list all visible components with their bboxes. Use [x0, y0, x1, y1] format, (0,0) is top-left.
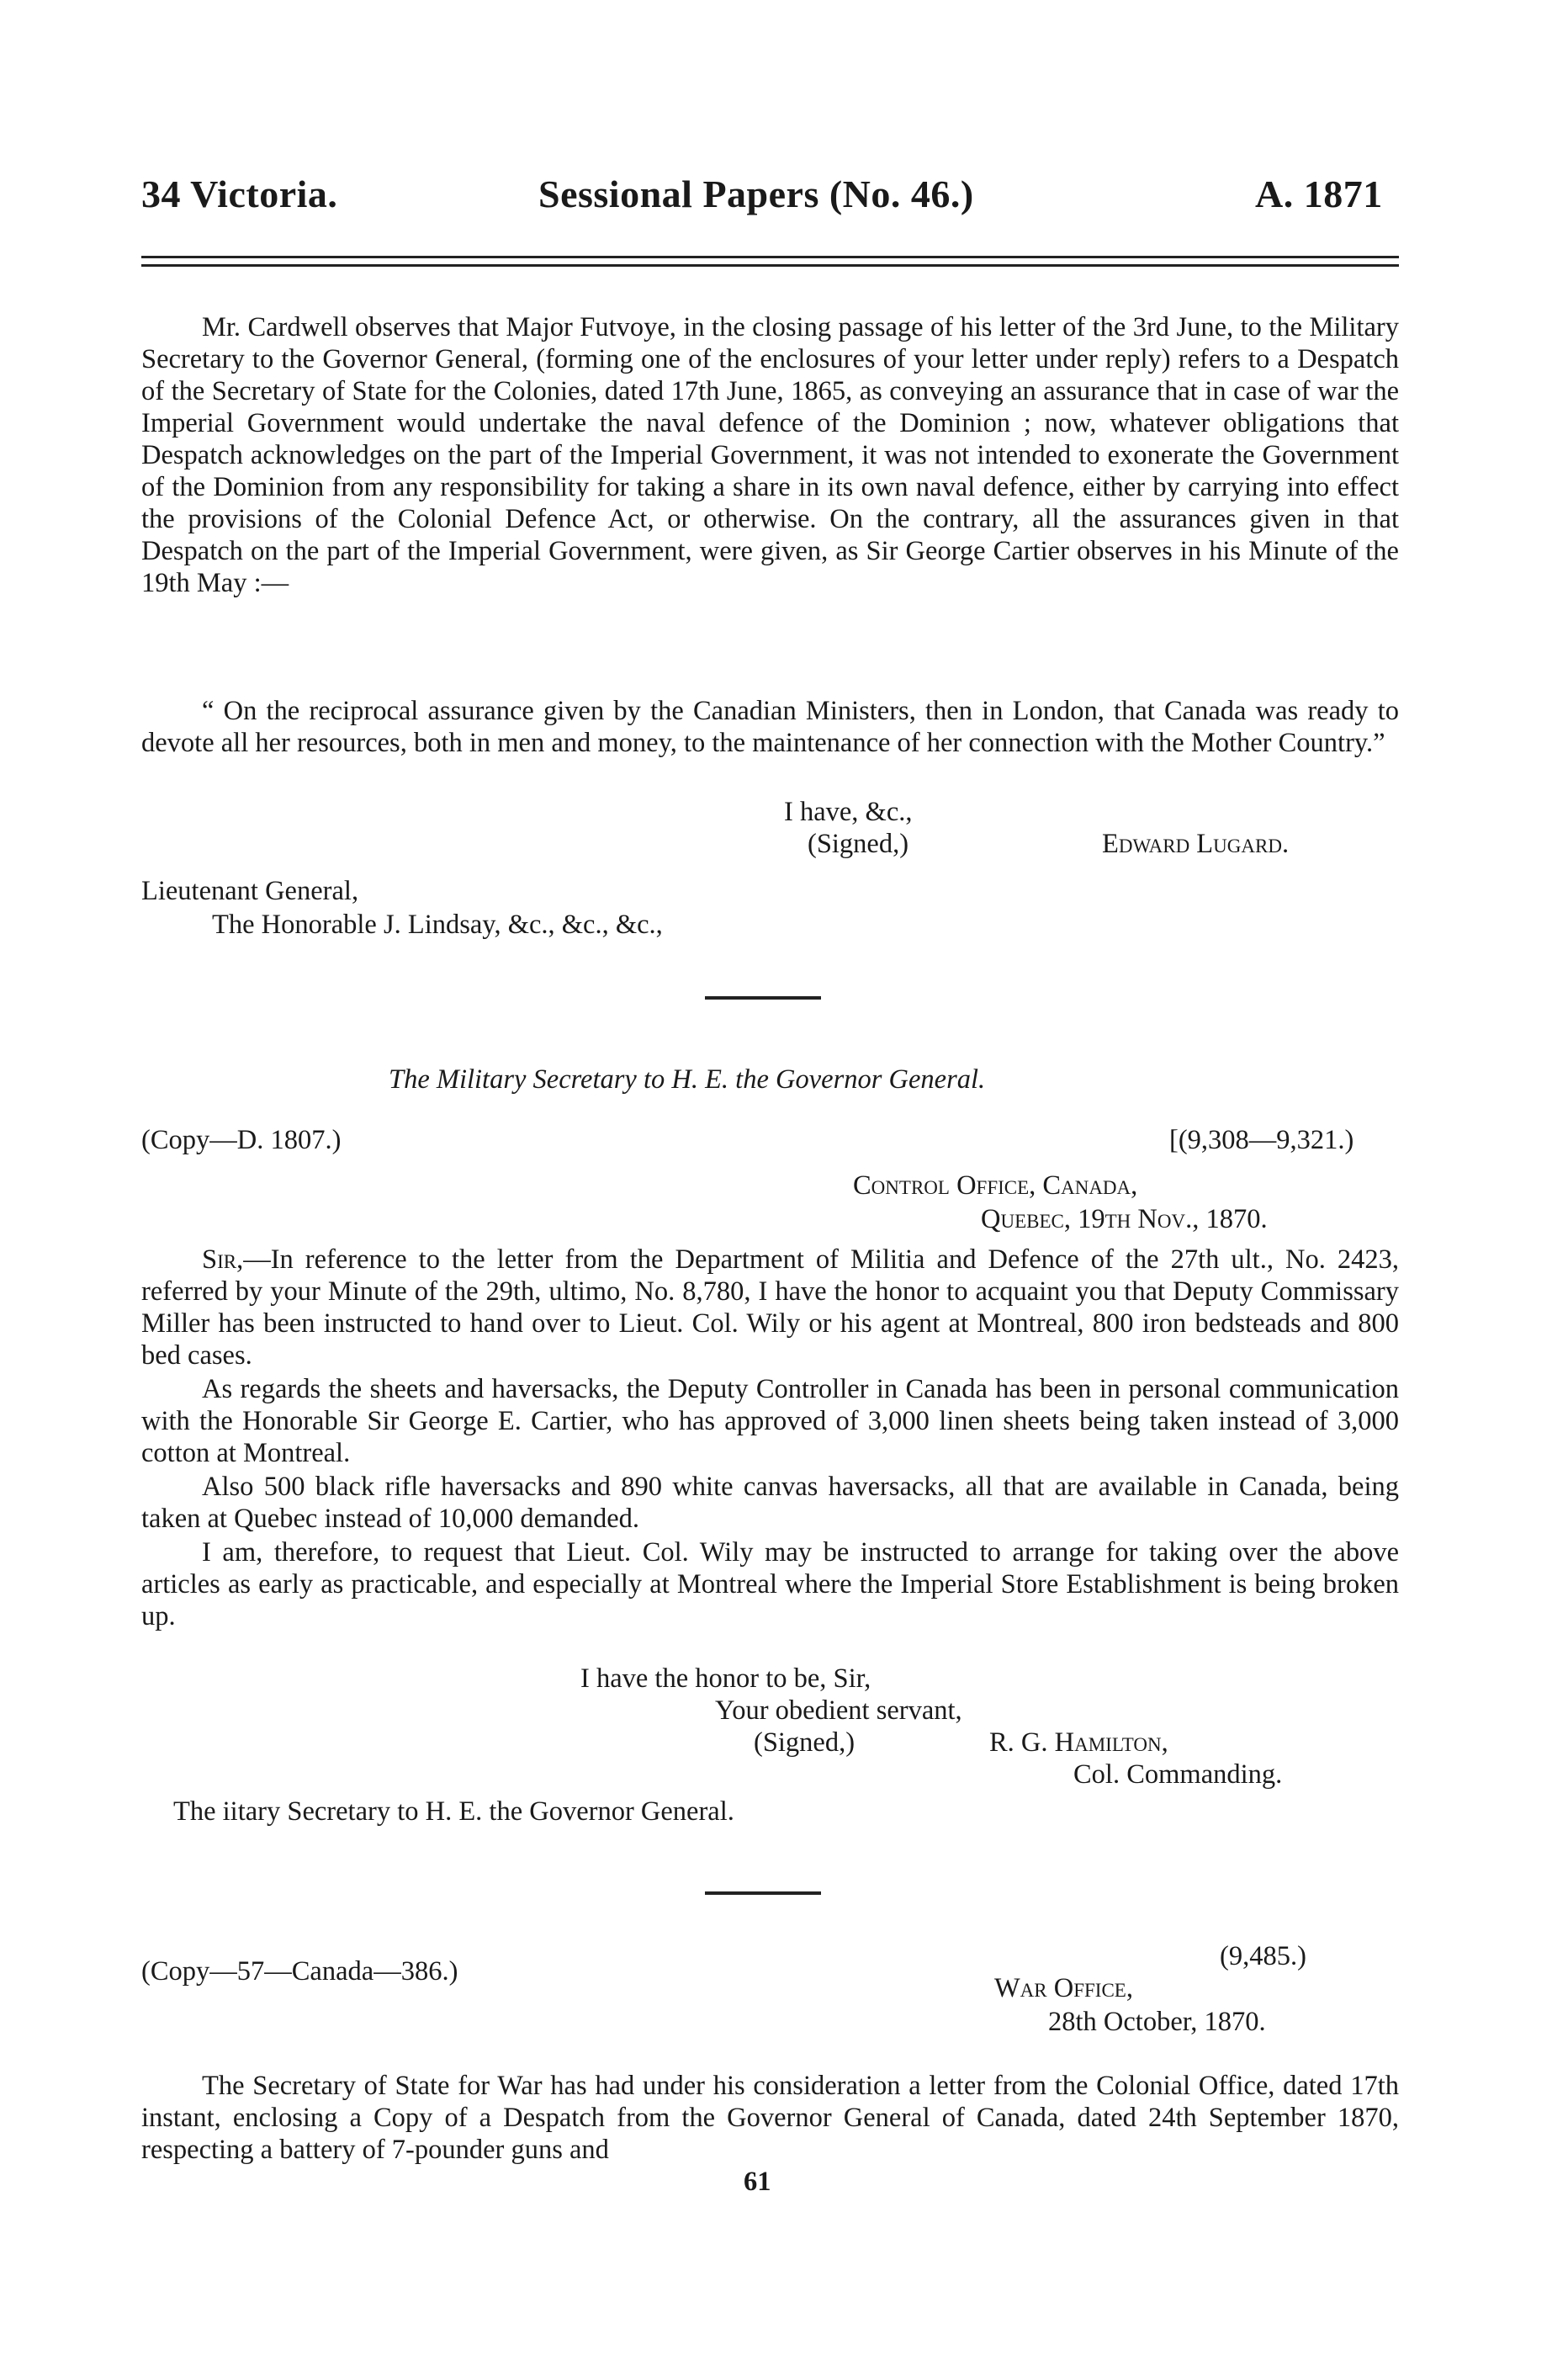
- section2-paragraph-4: I am, therefore, to request that Lieut. Col. Wily may be instructed to arrange for taking over the above articles as early as practicable, and especially at Montreal where the Imperial Store Establishment is being broken up.: [141, 1537, 1399, 1631]
- header-right: A. 1871: [1255, 172, 1383, 215]
- section2-office: Control Office, Canada,: [853, 1170, 1138, 1201]
- section2-office-date: Quebec, 19th Nov., 1870.: [981, 1204, 1268, 1234]
- section3-copy-ref: [141, 1955, 458, 1987]
- section1-addressee-name: The Honorable J. Lindsay, &c., &c., &c.,: [212, 910, 663, 940]
- header-rule-bottom: [141, 264, 1399, 267]
- section2-closing-2: Your obedient servant,: [715, 1695, 962, 1726]
- section2-paragraph-2: As regards the sheets and haversacks, the Deputy Controller in Canada has been in personal communication with the Honorable Sir George E. Cartier, who has approved of 3,000 linen sheets being taken instead of 3,000 cotton at Montreal.: [141, 1374, 1399, 1468]
- section1-signer: Edward Lugard.: [1102, 829, 1290, 859]
- salutation: Sir,: [202, 1244, 244, 1275]
- section3-date: 28th October, 1870.: [1048, 2007, 1266, 2037]
- page-number: 61: [744, 2167, 771, 2197]
- section1-signed: (Signed,): [808, 829, 909, 859]
- section1-quote: “ On the reciprocal assurance given by the Canadian Ministers, then in London, that Canada was ready to devote all her resources, both in men and money, to the maintenance of her connection with the Mother Country.”: [141, 696, 1399, 758]
- section3-office: War Office,: [994, 1973, 1133, 2003]
- section2-closing-1: I have the honor to be, Sir,: [580, 1663, 871, 1694]
- separator-2: [705, 1891, 821, 1895]
- separator-1: [705, 996, 821, 1000]
- section3-number-ref: (9,485.): [1220, 1941, 1306, 1971]
- section2-heading: The Military Secretary to H. E. the Governor General.: [389, 1064, 986, 1095]
- header-center: Sessional Papers (No. 46.): [538, 172, 974, 215]
- header-left: 34 Victoria.: [141, 172, 338, 215]
- section2-signed: (Signed,): [754, 1727, 856, 1758]
- section1-closing: I have, &c.,: [784, 797, 913, 827]
- section2-paragraph-1: [141, 1244, 1399, 1371]
- header-rule-top: [141, 256, 1399, 258]
- section2-addressee: The iitary Secretary to H. E. the Governor General.: [173, 1796, 734, 1827]
- section1-paragraph: Mr. Cardwell observes that Major Futvoye, in the closing passage of his letter of the 3rd June, to the Military Secretary to the Governor General, (forming one of the enclosures of your letter under reply) refers to a Despatch of the Secretary of State for the Colonies, dated 17th June, 1865, as conveying an assurance that in case of war the Imperial Government would undertake the naval defence of the Dominion ; now, whatever obligations that Despatch acknowledges on the part of the Imperial Government, it was not intended to exonerate the Government of the Dominion from any responsibility for taking a share in its own naval defence, either by carrying into effect the provisions of the Colonial Defence Act, or otherwise. On the contrary, all the assurances given in that Despatch on the part of the Imperial Government, were given, as Sir George Cartier observes in his Minute of the 19th May :—: [141, 312, 1399, 598]
- section2-signer-title: Col. Commanding.: [1073, 1759, 1283, 1790]
- section1-addressee-title: Lieutenant General,: [141, 876, 359, 906]
- section3-copy-ref-text: (Copy—57—Canada—386.): [141, 1956, 458, 1987]
- section2-signer: R. G. Hamilton,: [989, 1727, 1168, 1758]
- section2-paragraph-3: Also 500 black rifle haversacks and 890 white canvas haversacks, all that are available in Canada, being taken at Quebec instead of 10,000 demanded.: [141, 1472, 1399, 1534]
- section3-paragraph-1: The Secretary of State for War has had under his consideration a letter from the Colonial Office, dated 17th instant, enclosing a Copy of a Despatch from the Governor General of Canada, dated 24th September 1870, respecting a battery of 7-pounder guns and: [141, 2071, 1399, 2165]
- section2-paragraph-1-text: —In reference to the letter from the Department of Militia and Defence of the 27th ult., No. 2423, referred by your Minute of the 29th, ultimo, No. 8,780, I have the honor to acquaint you that Deputy Commissary Miller has been instructed to hand over to Lieut. Col. Wily or his agent at Montreal, 800 iron bedsteads and 800 bed cases.: [141, 1244, 1399, 1371]
- section2-number-ref: [(9,308—9,321.): [1169, 1125, 1354, 1155]
- section2-copy-ref: (Copy—D. 1807.): [141, 1125, 342, 1155]
